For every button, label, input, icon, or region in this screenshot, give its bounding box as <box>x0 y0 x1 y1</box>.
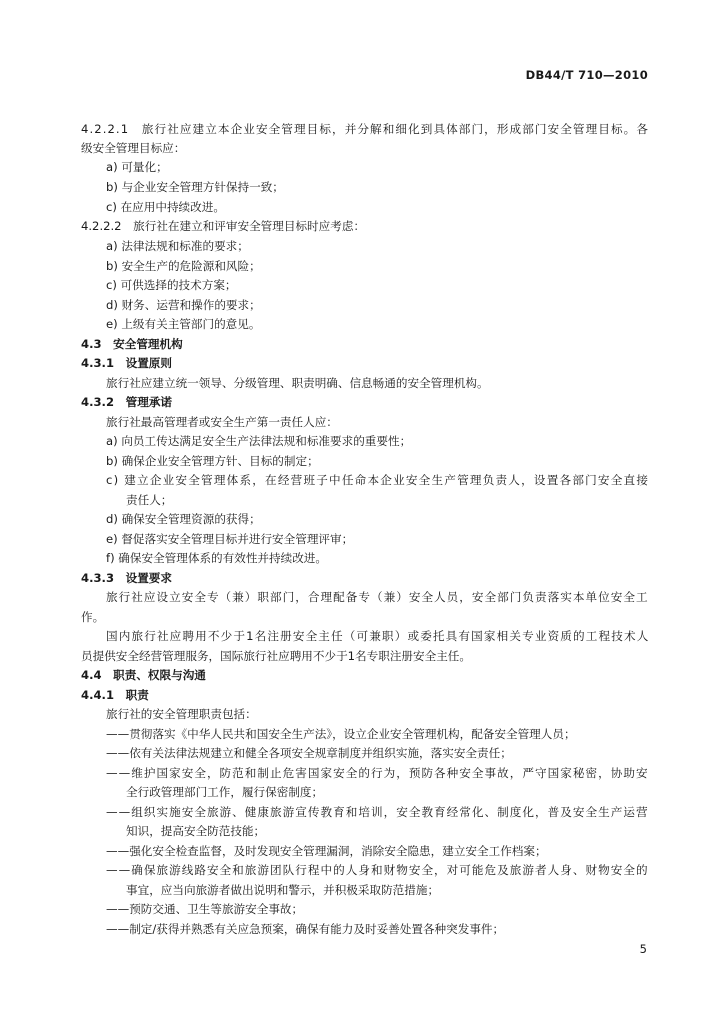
text-line: 国内旅行社应聘用不少于1名注册安全主任（可兼职）或委托具有国家相关专业资质的工程技术人 <box>106 629 650 643</box>
section-heading: 4.3.1 设置原则 <box>81 356 172 370</box>
text-line: b) 安全生产的危险源和风险； <box>106 259 261 273</box>
text-line: e) 督促落实安全管理目标并进行安全管理评审； <box>106 532 354 546</box>
section-heading: 4.3.2 管理承诺 <box>81 395 172 409</box>
text-line: b) 确保企业安全管理方针、目标的制定； <box>106 454 319 468</box>
text-line: 4.2.2.1 旅行社应建立本企业安全管理目标，并分解和细化到具体部门，形成部门安全管理目标。各 <box>81 122 649 136</box>
text-line: 级安全管理目标应： <box>81 141 186 155</box>
text-line: b) 与企业安全管理方针保持一致； <box>106 180 284 194</box>
text-line: 全行政管理部门工作，履行保密制度； <box>126 785 324 799</box>
standard-code-header: DB44/T 710—2010 <box>525 68 648 82</box>
text-line: 旅行社应设立安全专（兼）职部门，合理配备专（兼）安全人员，安全部门负责落实本单位安全工 <box>106 590 649 604</box>
text-line: 作。 <box>81 610 105 624</box>
text-line: 知识，提高安全防范技能； <box>126 824 266 838</box>
text-line: d) 财务、运营和操作的要求； <box>106 298 261 312</box>
text-line: ——依有关法律法规建立和健全各项安全规章制度并组织实施，落实安全责任； <box>106 746 512 760</box>
section-heading: 4.3 安全管理机构 <box>81 337 183 351</box>
section-heading: 4.3.3 设置要求 <box>81 571 172 585</box>
text-line: ——维护国家安全，防范和制止危害国家安全的行为，预防各种安全事故，严守国家秘密，协助安 <box>106 766 649 780</box>
text-line: 员提供安全经营管理服务，国际旅行社应聘用不少于1名专职注册安全主任。 <box>81 649 471 663</box>
text-line: 旅行社最高管理者或安全生产第一责任人应： <box>106 415 338 429</box>
text-line: 事宜，应当向旅游者做出说明和警示，并积极采取防范措施； <box>126 883 440 897</box>
text-line: c) 在应用中持续改进。 <box>106 200 225 214</box>
text-line: c) 建立企业安全管理体系，在经营班子中任命本企业安全生产管理负责人，设置各部门安全直接 <box>106 473 650 487</box>
text-line: ——预防交通、卫生等旅游安全事故； <box>106 902 304 916</box>
text-line: 旅行社应建立统一领导、分级管理、职责明确、信息畅通的安全管理机构。 <box>106 376 489 390</box>
text-line: ——确保旅游线路安全和旅游团队行程中的人身和财物安全，对可能危及旅游者人身、财物安全的 <box>106 863 649 877</box>
section-heading: 4.4.1 职责 <box>81 688 149 702</box>
page-number: 5 <box>639 942 647 956</box>
text-line: 责任人； <box>126 493 173 507</box>
section-heading: 4.4 职责、权限与沟通 <box>81 668 206 682</box>
text-line: c) 可供选择的技术方案； <box>106 278 237 292</box>
text-line: d) 确保安全管理资源的获得； <box>106 512 261 526</box>
text-line: 旅行社的安全管理职责包括： <box>106 707 257 721</box>
text-line: 4.2.2.2 旅行社在建立和评审安全管理目标时应考虑： <box>81 219 366 233</box>
text-line: e) 上级有关主管部门的意见。 <box>106 317 261 331</box>
text-line: a) 法律法规和标准的要求； <box>106 239 249 253</box>
text-line: ——制定/获得并熟悉有关应急预案，确保有能力及时妥善处置各种突发事件； <box>106 922 505 936</box>
text-line: ——贯彻落实《中华人民共和国安全生产法》，设立企业安全管理机构，配备安全管理人员； <box>106 727 576 741</box>
text-line: ——组织实施安全旅游、健康旅游宣传教育和培训，安全教育经常化、制度化，普及安全生产运营 <box>106 805 649 819</box>
text-line: f) 确保安全管理体系的有效性并持续改进。 <box>106 551 327 565</box>
text-line: ——强化安全检查监督，及时发现安全管理漏洞，消除安全隐患，建立安全工作档案； <box>106 844 547 858</box>
text-line: a) 可量化； <box>106 160 168 174</box>
text-line: a) 向员工传达满足安全生产法律法规和标准要求的重要性； <box>106 434 412 448</box>
